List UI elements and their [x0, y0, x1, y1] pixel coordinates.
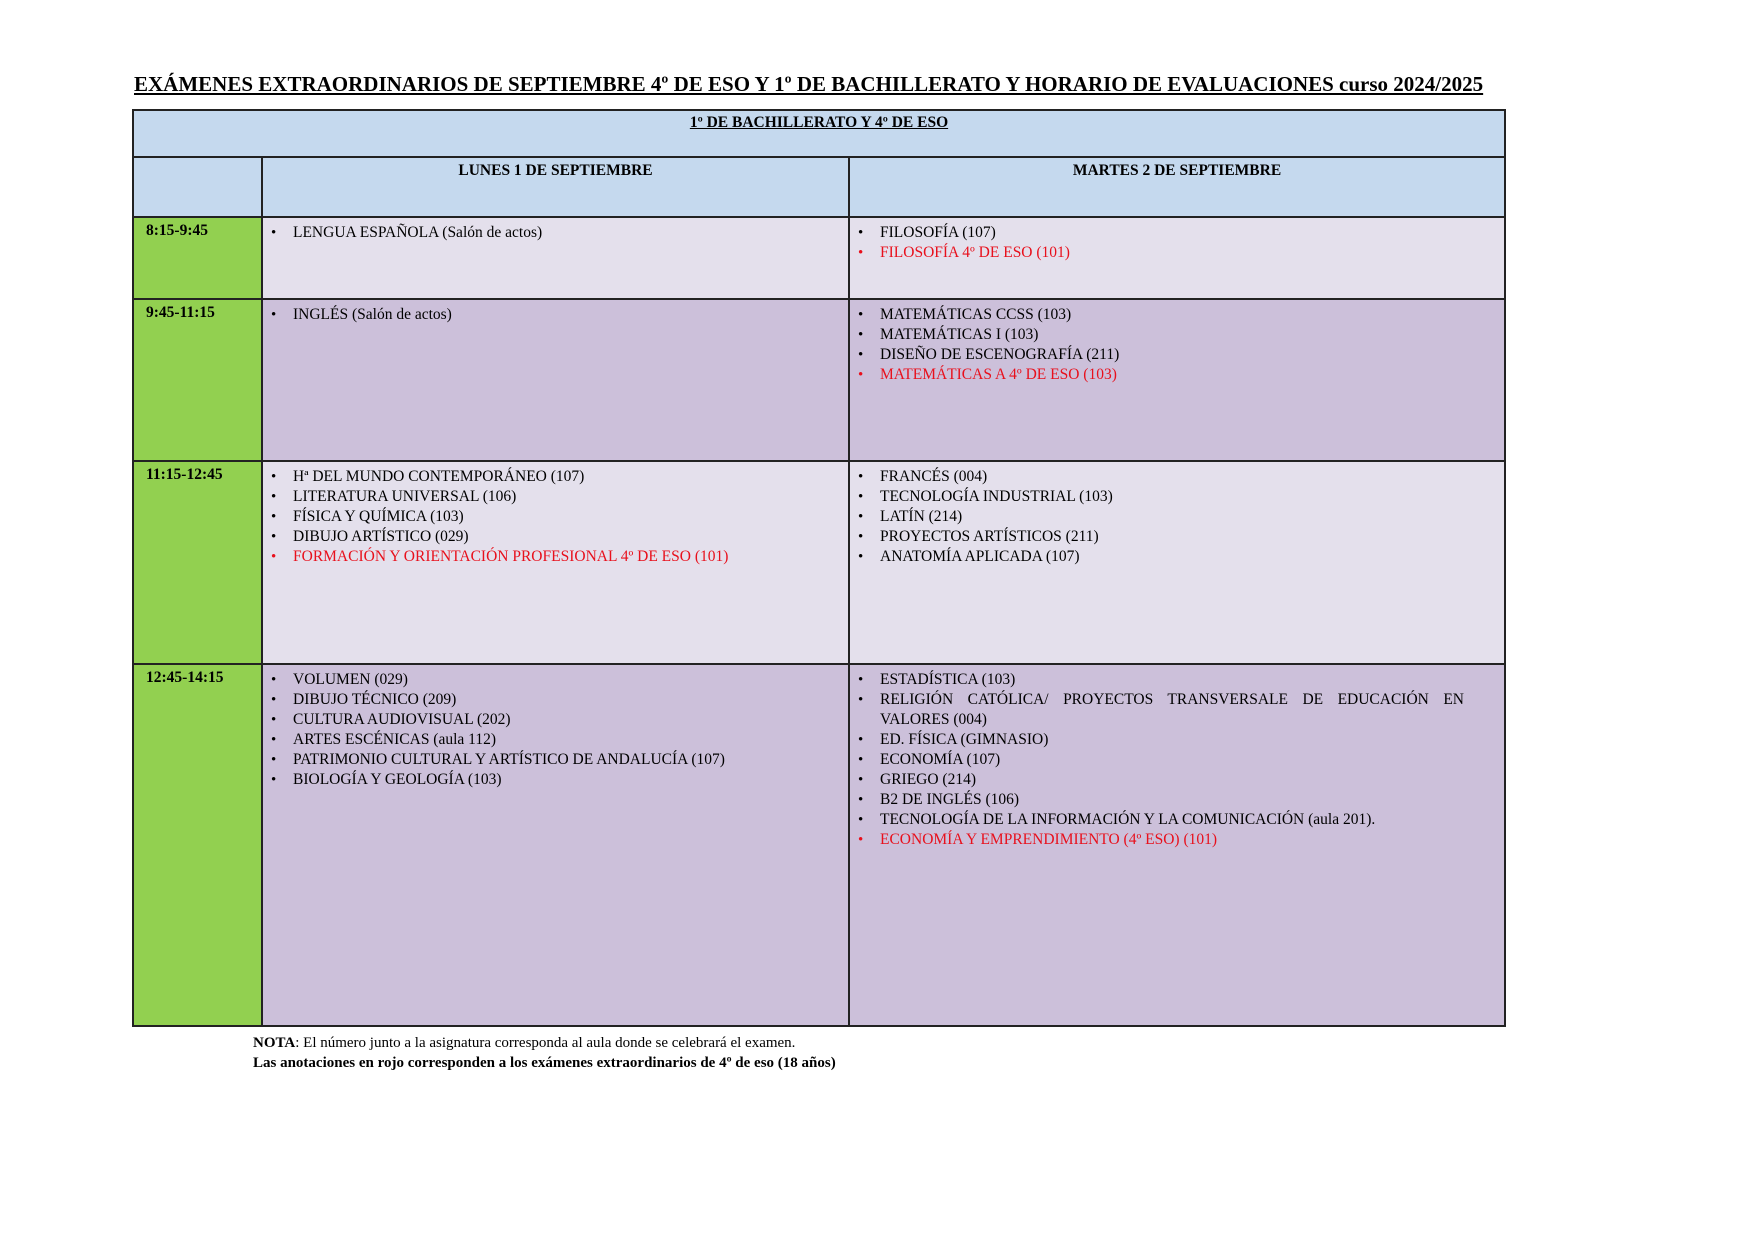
list-item: • FORMACIÓN Y ORIENTACIÓN PROFESIONAL 4º DE ESO (101): [269, 547, 808, 567]
list-item: • DIBUJO TÉCNICO (209): [269, 690, 808, 710]
time-slot: 9:45-11:15: [133, 299, 262, 461]
list-item: • ECONOMÍA (107): [856, 750, 1464, 770]
day1-cell: [262, 664, 849, 1026]
table-row: [133, 461, 1505, 664]
list-item: • FRANCÉS (004): [856, 467, 1464, 487]
day1-header: LUNES 1 DE SEPTIEMBRE: [262, 157, 849, 217]
time-slot: 12:45-14:15: [133, 664, 262, 1026]
day1-cell: [262, 217, 849, 299]
table-row: [133, 217, 1505, 299]
page-title: EXÁMENES EXTRAORDINARIOS DE SEPTIEMBRE 4º DE ESO Y 1º DE BACHILLERATO Y HORARIO DE EVALUACIONES curso 2024/2025: [134, 72, 1484, 96]
list-item: • ED. FÍSICA (GIMNASIO): [856, 730, 1464, 750]
list-item: • DISEÑO DE ESCENOGRAFÍA (211): [856, 345, 1464, 365]
list-item: • LENGUA ESPAÑOLA (Salón de actos): [269, 223, 808, 243]
list-item: • TECNOLOGÍA INDUSTRIAL (103): [856, 487, 1464, 507]
list-item: • MATEMÁTICAS CCSS (103): [856, 305, 1464, 325]
exam-list: [850, 462, 1504, 567]
list-item: • DIBUJO ARTÍSTICO (029): [269, 527, 808, 547]
list-item: • TECNOLOGÍA DE LA INFORMACIÓN Y LA COMUNICACIÓN (aula 201).: [856, 810, 1464, 830]
notes: [253, 1033, 836, 1073]
note-line-red-explanation: Las anotaciones en rojo corresponden a los exámenes extraordinarios de 4º de eso (18 años): [253, 1055, 836, 1071]
day2-cell: [849, 217, 1505, 299]
day2-header: MARTES 2 DE SEPTIEMBRE: [849, 157, 1505, 217]
list-item: • LATÍN (214): [856, 507, 1464, 527]
list-item: • CULTURA AUDIOVISUAL (202): [269, 710, 808, 730]
exam-list: [850, 665, 1504, 850]
table-banner: 1º DE BACHILLERATO Y 4º DE ESO: [133, 110, 1505, 157]
list-item: • Hª DEL MUNDO CONTEMPORÁNEO (107): [269, 467, 808, 487]
exam-schedule-table: [132, 109, 1506, 1027]
exam-list: [850, 218, 1504, 263]
exam-list: [263, 462, 848, 567]
time-slot: 8:15-9:45: [133, 217, 262, 299]
day1-cell: [262, 461, 849, 664]
note-text: : El número junto a la asignatura corresponda al aula donde se celebrará el examen.: [295, 1035, 796, 1051]
banner-row: [133, 110, 1505, 157]
list-item: • FILOSOFÍA (107): [856, 223, 1464, 243]
time-slot: 11:15-12:45: [133, 461, 262, 664]
day2-cell: [849, 299, 1505, 461]
list-item: • RELIGIÓN CATÓLICA/ PROYECTOS TRANSVERSALE DE EDUCACIÓN EN VALORES (004): [856, 690, 1464, 730]
day2-cell: [849, 664, 1505, 1026]
list-item: • ANATOMÍA APLICADA (107): [856, 547, 1464, 567]
exam-list: [263, 665, 848, 790]
list-item: • MATEMÁTICAS A 4º DE ESO (103): [856, 365, 1464, 385]
table-row: [133, 299, 1505, 461]
list-item: • ECONOMÍA Y EMPRENDIMIENTO (4º ESO) (101): [856, 830, 1464, 850]
exam-list: [850, 300, 1504, 385]
header-row: [133, 157, 1505, 217]
day2-cell: [849, 461, 1505, 664]
list-item: • VOLUMEN (029): [269, 670, 808, 690]
exam-list: [263, 218, 848, 243]
time-header-cell: [133, 157, 262, 217]
table-row: [133, 664, 1505, 1026]
day1-cell: [262, 299, 849, 461]
list-item: • INGLÉS (Salón de actos): [269, 305, 808, 325]
list-item: • ESTADÍSTICA (103): [856, 670, 1464, 690]
list-item: • GRIEGO (214): [856, 770, 1464, 790]
list-item: • BIOLOGÍA Y GEOLOGÍA (103): [269, 770, 808, 790]
list-item: • LITERATURA UNIVERSAL (106): [269, 487, 808, 507]
note-label: NOTA: [253, 1035, 296, 1051]
note-line: [253, 1033, 836, 1053]
list-item: • FILOSOFÍA 4º DE ESO (101): [856, 243, 1464, 263]
exam-list: [263, 300, 848, 325]
list-item: • MATEMÁTICAS I (103): [856, 325, 1464, 345]
list-item: • ARTES ESCÉNICAS (aula 112): [269, 730, 808, 750]
list-item: • PROYECTOS ARTÍSTICOS (211): [856, 527, 1464, 547]
list-item: • PATRIMONIO CULTURAL Y ARTÍSTICO DE ANDALUCÍA (107): [269, 750, 808, 770]
list-item: • FÍSICA Y QUÍMICA (103): [269, 507, 808, 527]
list-item: • B2 DE INGLÉS (106): [856, 790, 1464, 810]
